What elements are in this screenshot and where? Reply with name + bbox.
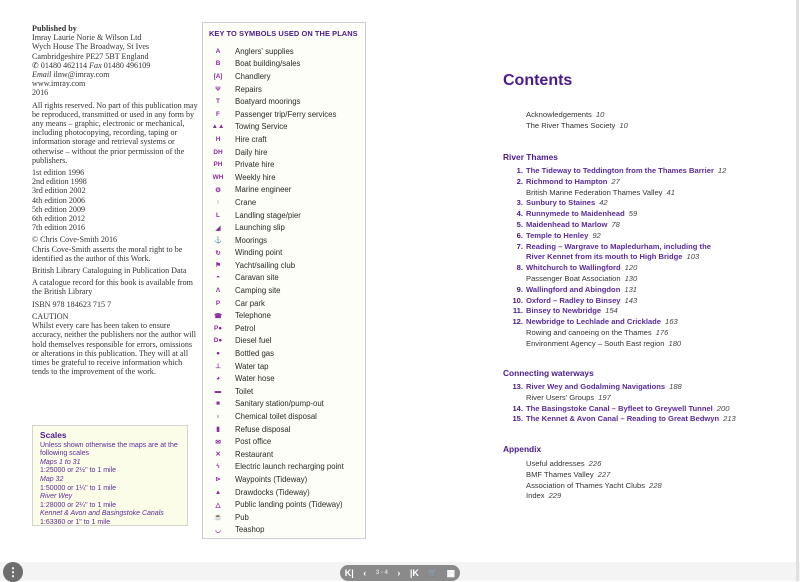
key-item <box>203 247 365 260</box>
entry-number: 3. <box>516 198 523 208</box>
key-label: Winding point <box>235 248 283 258</box>
entry-page: 143 <box>624 295 638 305</box>
entry-number <box>503 470 523 481</box>
contents-entry <box>503 459 773 470</box>
key-label: Weekly hire <box>235 172 276 182</box>
contents-entry <box>503 274 773 285</box>
entry-page: 180 <box>668 338 682 348</box>
entry-number: 9. <box>516 284 523 294</box>
key-item <box>203 473 365 486</box>
key-label: Toilet <box>235 386 254 396</box>
entry-page: 213 <box>723 414 736 424</box>
scale-value: 1:50000 or 1¼" to 1 mile <box>40 484 117 492</box>
entry-page: 229 <box>548 491 562 501</box>
section-rows <box>503 166 773 350</box>
key-label: Petrol <box>235 323 256 333</box>
entry-page: 120 <box>624 263 638 273</box>
entry-number <box>503 459 523 470</box>
rights-text: All rights reserved. No part of this publication may be reproduced, transmitted or used in any form by any means – graphic, electronic or mechanical, including photocopying, recording, taping or information storage and retrieval systems or otherwise – without the prior permission of the publishers. <box>32 100 198 165</box>
entry-title[interactable]: Binsey to Newbridge <box>526 306 602 316</box>
key-symbol-icon: T <box>216 98 220 106</box>
key-symbol-icon: Λ <box>215 287 221 295</box>
scale-label: Maps 1 to 31 <box>40 458 81 466</box>
key-item <box>203 297 365 310</box>
entry-page: 163 <box>665 317 678 327</box>
entry-page: 226 <box>588 459 602 468</box>
phone: ✆ 01480 462114 <box>32 60 88 70</box>
key-item <box>203 423 365 436</box>
entry-page: 227 <box>597 469 611 479</box>
key-symbol-icon: ■ <box>216 400 220 408</box>
key-symbol-icon: ▮ <box>216 426 220 434</box>
key-symbol-icon: WH <box>212 173 224 181</box>
scale-value: 1:25000 or 2½" to 1 mile <box>40 467 117 475</box>
email-value: ilnw@imray.com <box>53 70 110 80</box>
key-label: Repairs <box>235 84 262 94</box>
key-label: Passenger trip/Ferry services <box>235 109 337 119</box>
entry-title: The River Thames Society <box>526 120 616 130</box>
entry-title: BMF Thames Valley <box>526 469 594 479</box>
key-symbol-icon: ◕ <box>216 375 220 383</box>
scale-value: 1:63360 or 1" to 1 mile <box>40 518 111 526</box>
moral-right: Chris Cove-Smith asserts the moral right to be identified as the author of this Work. <box>32 244 183 263</box>
fax-value: 01480 496109 <box>103 60 151 70</box>
entry-title: Passenger Boat Association <box>526 273 621 283</box>
key-symbol-icon: ♁ <box>215 413 221 421</box>
more-vertical-icon[interactable]: ⋮ <box>3 562 23 582</box>
contents-entry <box>503 470 773 481</box>
key-symbol-icon: ▬ <box>214 387 222 395</box>
contents-entry[interactable] <box>503 242 773 253</box>
entry-title[interactable]: Reading – Wargrave to Mapledurham, including the <box>526 241 711 251</box>
key-label: Caravan site <box>235 273 279 283</box>
entry-page: 10 <box>619 120 628 130</box>
entry-title[interactable]: Temple to Henley <box>526 230 589 240</box>
key-symbol-icon: ⚓ <box>214 237 222 245</box>
key-item <box>203 322 365 335</box>
section-heading: Appendix <box>503 444 542 454</box>
key-symbol-icon: F <box>216 110 220 118</box>
key-symbol-icon: A <box>215 47 221 55</box>
entry-page: 92 <box>592 230 601 240</box>
key-symbol-icon: ◢ <box>215 224 221 232</box>
key-item <box>203 146 365 159</box>
entry-number: 6. <box>516 230 523 240</box>
publisher-heading: Published by <box>32 24 77 33</box>
key-item <box>203 133 365 146</box>
key-label: Yacht/sailing club <box>235 260 296 270</box>
key-symbol-icon: ☕ <box>214 514 222 522</box>
entry-title[interactable]: Runnymede to Maidenhead <box>526 209 625 219</box>
key-item <box>203 83 365 96</box>
key-symbol-icon: [A] <box>213 72 223 80</box>
key-item <box>203 184 365 197</box>
contents-entry[interactable] <box>503 252 773 263</box>
entry-page: 41 <box>666 187 675 197</box>
key-label: Boatyard moorings <box>235 97 301 107</box>
key-symbol-icon: H <box>215 135 221 143</box>
next-page-icon[interactable]: › <box>397 568 401 578</box>
entry-number: 7. <box>516 241 523 251</box>
entry-page: 154 <box>605 306 618 316</box>
key-symbol-icon: ↻ <box>215 249 221 257</box>
key-item <box>203 410 365 423</box>
entry-number: 2. <box>516 176 523 186</box>
contents-entry[interactable] <box>503 220 773 231</box>
section-rows <box>503 459 773 502</box>
entry-title[interactable]: Whitchurch to Wallingford <box>526 263 621 273</box>
key-label: Refuse disposal <box>235 424 291 434</box>
entry-title[interactable]: Sunbury to Staines <box>526 198 596 208</box>
first-page-icon[interactable]: K| <box>344 568 354 578</box>
key-symbol-icon: Ψ <box>215 85 221 93</box>
key-item <box>203 259 365 272</box>
scales-heading: Scales <box>40 430 67 440</box>
fax-label: Fax <box>89 60 102 70</box>
entry-number <box>503 481 523 492</box>
entry-number <box>503 393 523 404</box>
contents-entry[interactable] <box>503 110 773 121</box>
key-label: Sanitary station/pump-out <box>235 399 324 409</box>
entry-number <box>503 252 523 263</box>
entry-number: 8. <box>516 263 523 273</box>
contents-entry[interactable] <box>503 404 773 415</box>
scale-label: Kennet & Avon and Basingstoke Canals <box>40 510 164 518</box>
entry-page: 78 <box>611 219 620 229</box>
entry-title[interactable]: River Kennet from its mouth to High Bridge <box>526 252 683 262</box>
entry-title[interactable]: The Kennet & Avon Canal – Reading to Great Bedwyn <box>526 414 720 424</box>
contents-entry <box>503 188 773 199</box>
entry-number <box>503 188 523 199</box>
key-item <box>203 448 365 461</box>
scales-intro: Unless shown otherwise the maps are at the following scales <box>40 441 178 458</box>
key-label: Boat building/sales <box>235 59 301 69</box>
copyright: © Chris Cove-Smith 2016 <box>32 235 118 245</box>
cataloguing: British Library Cataloguing in Publication Data <box>32 266 187 276</box>
key-list <box>203 45 365 536</box>
key-label: Telephone <box>235 311 271 321</box>
entry-number: 4. <box>516 209 523 219</box>
key-symbol-icon: ⚑ <box>215 262 221 270</box>
entry-page: 103 <box>686 252 700 262</box>
contents-entry[interactable] <box>503 209 773 220</box>
key-symbol-icon: P● <box>213 324 223 332</box>
key-label: Diesel fuel <box>235 336 272 346</box>
key-item <box>203 272 365 285</box>
key-label: Drawdocks (Tideway) <box>235 487 310 497</box>
key-item <box>203 486 365 499</box>
publisher-line: Wych House The Broadway, St Ives <box>32 42 150 52</box>
prev-page-icon[interactable]: ‹ <box>363 568 367 578</box>
key-item <box>203 284 365 297</box>
key-symbol-icon: △ <box>215 501 221 509</box>
section-heading: River Thames <box>503 152 558 162</box>
email-label: Email <box>32 70 52 80</box>
entry-page: 176 <box>655 327 669 337</box>
key-item <box>203 372 365 385</box>
key-symbol-icon: ⊳ <box>215 476 221 484</box>
key-label: Marine engineer <box>235 185 292 195</box>
entry-title[interactable]: River Wey and Godalming Navigations <box>526 382 666 391</box>
key-symbol-icon: ⊥ <box>215 363 221 371</box>
contents-entry[interactable] <box>503 306 773 317</box>
edition-line: 4th edition 2006 <box>32 195 86 205</box>
key-item <box>203 347 365 360</box>
year: 2016 <box>32 88 49 98</box>
key-symbol-icon: P <box>215 299 221 307</box>
key-label: Electric launch recharging point <box>235 462 344 472</box>
key-item <box>203 209 365 222</box>
scales-box <box>32 425 188 526</box>
entry-page: 130 <box>624 273 638 283</box>
section-heading: Connecting waterways <box>503 368 594 378</box>
entry-title: Environment Agency – South East region <box>526 338 665 348</box>
front-matter-list <box>503 110 773 132</box>
caution-text: Whilst every care has been taken to ensure accuracy, neither the publishers nor the author will hold themselves responsible for errors, omissions or alterations in this publication. They will at all times be grateful to receive information which tends to the improvement of the work. <box>32 321 196 377</box>
key-label: Waypoints (Tideway) <box>235 474 308 484</box>
key-item <box>203 95 365 108</box>
symbol-key-box <box>202 22 366 539</box>
scale-label: River Wey <box>40 493 73 501</box>
last-page-icon[interactable]: |K <box>409 568 419 578</box>
scale-value: 1:28000 or 2¼" to 1 mile <box>40 501 117 509</box>
key-label: Crane <box>235 197 257 207</box>
key-symbol-icon: ● <box>216 350 220 358</box>
edition-line: 6th edition 2012 <box>32 214 86 224</box>
entry-number: 12. <box>512 317 523 327</box>
entry-title: Acknowledgements <box>526 110 592 119</box>
entry-number: 14. <box>512 403 523 413</box>
key-item <box>203 121 365 134</box>
cart-icon[interactable]: 🛒 <box>428 570 438 577</box>
entry-page: 12 <box>717 166 727 175</box>
contents-entry <box>503 339 773 350</box>
key-label: Hire craft <box>235 134 267 144</box>
key-symbol-icon: ϟ <box>216 463 220 471</box>
catalogue-record: A catalogue record for this book is available from the British Library <box>32 278 193 297</box>
key-symbol-icon: B <box>215 60 221 68</box>
contents-entry[interactable] <box>503 317 773 328</box>
entry-page: 188 <box>669 382 682 391</box>
key-symbol-icon: ↑ <box>216 198 220 206</box>
key-item <box>203 171 365 184</box>
entry-title: Rowing and canoeing on the Thames <box>526 327 652 337</box>
entry-number <box>503 110 523 121</box>
key-item <box>203 309 365 322</box>
page-indicator: 3 - 4 <box>375 570 388 576</box>
entry-number: 15. <box>512 414 523 424</box>
grid-icon[interactable]: ▦ <box>446 567 456 578</box>
entry-number: 13. <box>512 382 523 391</box>
entry-number: 10. <box>512 295 523 305</box>
key-label: Pub <box>235 512 249 522</box>
key-label: Towing Service <box>235 122 288 132</box>
key-label: Post office <box>235 437 272 447</box>
contents-entry[interactable] <box>503 177 773 188</box>
key-symbol-icon: ✕ <box>215 451 221 459</box>
entry-number: 11. <box>512 306 523 316</box>
key-label: Camping site <box>235 286 281 296</box>
edition-line: 1st edition 1996 <box>32 168 85 178</box>
key-label: Chemical toilet disposal <box>235 412 317 422</box>
entry-title[interactable]: Oxford – Radley to Binsey <box>526 295 621 305</box>
entry-page: 27 <box>611 176 620 186</box>
section-rows <box>503 382 773 425</box>
contents-entry[interactable] <box>503 296 773 307</box>
key-item <box>203 360 365 373</box>
entry-number <box>503 274 523 285</box>
key-item <box>203 435 365 448</box>
key-symbol-icon: ▲▲ <box>211 123 225 131</box>
entry-title[interactable]: Newbridge to Lechlade and Cricklade <box>526 317 662 327</box>
entry-title[interactable]: Maidenhead to Marlow <box>526 219 608 229</box>
entry-number <box>503 339 523 350</box>
contents-entry[interactable] <box>503 263 773 274</box>
publisher-line: Cambridgeshire PE27 5BT England <box>32 51 149 61</box>
contents-entry <box>503 481 773 492</box>
key-symbol-icon: ⚙ <box>215 186 221 194</box>
edition-line: 7th edition 2016 <box>32 223 86 233</box>
key-symbol-icon: PH <box>213 161 223 169</box>
key-label: Restaurant <box>235 449 274 459</box>
entry-title[interactable]: The Basingstoke Canal – Byfleet to Greywell Tunnel <box>526 403 713 413</box>
key-item <box>203 511 365 524</box>
contents-entry <box>503 393 773 404</box>
entry-page: 10 <box>595 110 605 119</box>
key-label: Water hose <box>235 374 275 384</box>
key-symbol-icon: ◓ <box>216 274 220 282</box>
key-label: Landling stage/pier <box>235 210 301 220</box>
key-item <box>203 398 365 411</box>
entry-title: Association of Thames Yacht Clubs <box>526 480 646 490</box>
entry-page: 42 <box>599 198 608 208</box>
key-item <box>203 158 365 171</box>
key-label: Anglers' supplies <box>235 46 294 56</box>
edition-line: 3rd edition 2002 <box>32 186 86 196</box>
key-heading: KEY TO SYMBOLS USED ON THE PLANS <box>209 29 358 38</box>
entry-title: British Marine Federation Thames Valley <box>526 187 663 197</box>
key-label: Water tap <box>235 361 269 371</box>
contents-entry[interactable] <box>503 382 773 393</box>
key-symbol-icon: ☎ <box>214 312 222 320</box>
key-item <box>203 221 365 234</box>
contents-entry[interactable] <box>503 231 773 242</box>
entry-number <box>503 491 523 502</box>
scrollbar[interactable] <box>796 0 799 581</box>
contents-entry <box>503 328 773 339</box>
key-item <box>203 108 365 121</box>
key-item <box>203 196 365 209</box>
key-label: Teashop <box>235 525 265 535</box>
contents-page <box>503 70 773 501</box>
entry-number <box>503 328 523 339</box>
contents-entry[interactable] <box>503 285 773 296</box>
key-item <box>203 461 365 474</box>
key-item <box>203 58 365 71</box>
key-label: Moorings <box>235 235 268 245</box>
key-label: Bottled gas <box>235 349 275 359</box>
entry-page: 131 <box>624 284 638 294</box>
key-symbol-icon: D● <box>213 337 223 345</box>
contents-title: Contents <box>503 72 573 89</box>
contents-entry[interactable] <box>503 121 773 132</box>
entry-page: 200 <box>716 403 730 413</box>
key-label: Chandlery <box>235 71 271 81</box>
entry-title[interactable]: Richmond to Hampton <box>526 176 608 186</box>
entry-title[interactable]: Wallingford and Abingdon <box>526 284 621 294</box>
entry-number: 5. <box>516 219 523 229</box>
email-line <box>32 70 198 79</box>
key-item <box>203 498 365 511</box>
contents-entry[interactable] <box>503 414 773 425</box>
entry-title[interactable]: The Tideway to Teddington from the Thames Barrier <box>526 166 714 175</box>
scale-label: Map 32 <box>40 475 64 483</box>
key-symbol-icon: L <box>216 211 220 219</box>
publisher-line: Imray Laurie Norie & Wilson Ltd <box>32 33 142 43</box>
key-item <box>203 234 365 247</box>
contents-entry <box>503 491 773 502</box>
website: www.imray.com <box>32 79 86 89</box>
key-label: Private hire <box>235 160 275 170</box>
key-label: Public landing points (Tideway) <box>235 500 343 510</box>
key-item <box>203 70 365 83</box>
isbn: ISBN 978 184623 715 7 <box>32 299 112 309</box>
key-symbol-icon: ◡ <box>215 526 221 534</box>
key-symbol-icon: DH <box>213 148 223 156</box>
key-label: Daily hire <box>235 147 268 157</box>
key-item <box>203 335 365 348</box>
entry-page: 197 <box>598 392 611 402</box>
key-label: Launching slip <box>235 223 285 233</box>
key-label: Car park <box>235 298 265 308</box>
key-item <box>203 45 365 58</box>
key-item <box>203 524 365 537</box>
page-navigation-toolbar <box>340 565 460 581</box>
entry-title: Index <box>526 491 545 501</box>
imprint-column <box>32 24 198 379</box>
edition-line: 2nd edition 1998 <box>32 177 87 187</box>
phone-fax-line <box>32 61 198 70</box>
key-symbol-icon: ▲ <box>214 488 222 496</box>
entry-page: 59 <box>628 209 638 219</box>
entry-title: Useful addresses <box>526 459 585 468</box>
caution-heading: CAUTION <box>32 311 69 321</box>
contents-entry[interactable] <box>503 166 773 177</box>
entry-title: River Users' Groups <box>526 392 595 402</box>
key-symbol-icon: ✉ <box>215 438 221 446</box>
key-item <box>203 385 365 398</box>
contents-entry[interactable] <box>503 198 773 209</box>
entry-page: 228 <box>649 480 662 490</box>
editions-list <box>32 168 198 232</box>
entry-number: 1. <box>516 166 523 175</box>
edition-line: 5th edition 2009 <box>32 204 86 214</box>
entry-number <box>503 121 523 132</box>
